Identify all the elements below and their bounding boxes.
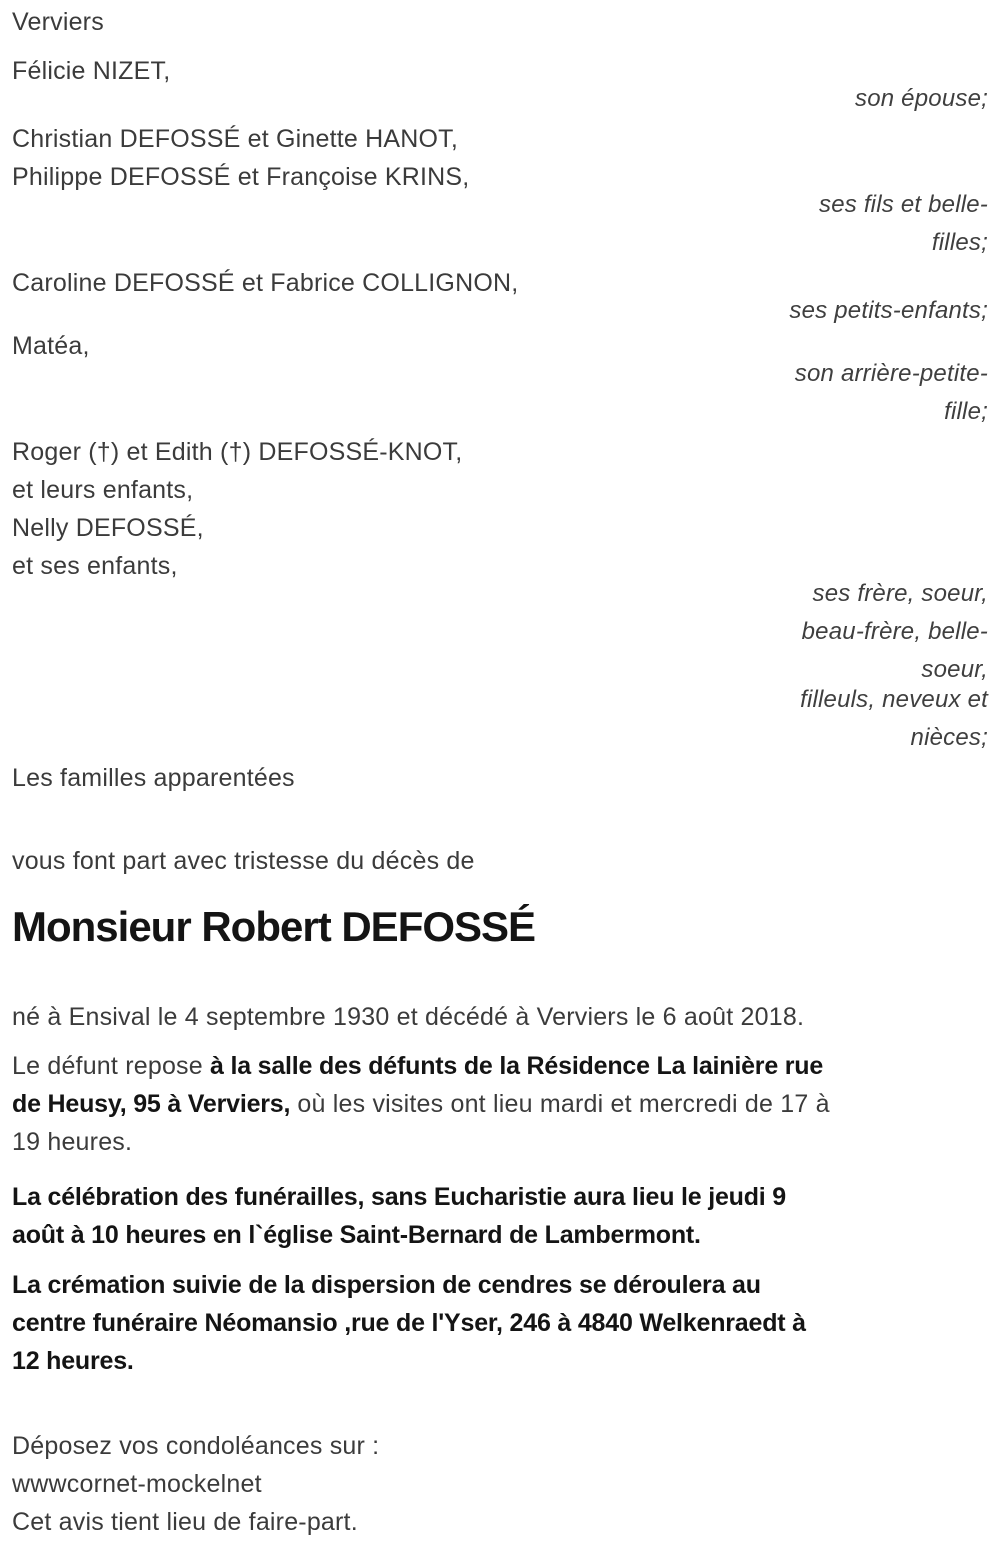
sons-names-block [12,120,988,196]
announcement-intro-line: vous font part avec tristesse du décès de [12,847,475,875]
relation-label-line: ses frère, soeur, [812,580,988,607]
relation-label-line: ses fils et belle- [819,191,988,218]
repose-info-paragraph [12,1047,988,1161]
funeral-ceremony-paragraph [12,1178,988,1254]
mourner-name-line: Nelly DEFOSSÉ, [12,514,204,542]
cremation-line-2: centre funéraire Néomansio ,rue de l'Yser, 246 à 4840 Welkenraedt à [12,1309,806,1337]
siblings-relation-label [12,575,988,689]
mourner-name-line: Roger (†) et Edith (†) DEFOSSÉ-KNOT, [12,438,463,466]
mourner-name-line: Christian DEFOSSÉ et Ginette HANOT, [12,125,459,153]
repose-line-1 [12,1047,988,1085]
repose-visits-text: où les visites ont lieu mardi et mercredi de 17 à [290,1090,830,1118]
related-families-line: Les familles apparentées [12,764,295,792]
repose-line-3: 19 heures. [12,1128,133,1156]
sons-relation-label [12,186,988,262]
relation-label-line: ses petits-enfants; [789,297,988,324]
relation-label-line: filles; [931,229,988,256]
repose-line-2 [12,1085,988,1123]
siblings-names-block [12,433,988,585]
condolences-website: wwwcornet-mockelnet [12,1470,262,1498]
mourner-name-line: Félicie NIZET, [12,57,171,85]
mourner-name-line: Philippe DEFOSSÉ et Françoise KRINS, [12,163,470,191]
relation-label-line: soeur, [921,656,988,683]
cremation-line-1: La crémation suivie de la dispersion de cendres se déroulera au [12,1271,761,1299]
relation-label-line: beau-frère, belle- [801,618,988,645]
mourner-name-line: et ses enfants, [12,552,178,580]
godchildren-relation-label [12,681,988,757]
cremation-paragraph [12,1266,988,1380]
footer-block [12,1427,988,1541]
cremation-line-3: 12 heures. [12,1347,134,1375]
relation-label-line: nièces; [910,724,988,751]
ceremony-line-1: La célébration des funérailles, sans Eucharistie aura lieu le jeudi 9 [12,1183,787,1211]
repose-lead-text: Le défunt repose [12,1052,210,1080]
relation-label-line: fille; [944,398,988,425]
relation-label-line: filleuls, neveux et [800,686,988,713]
related-families-block [12,759,988,797]
great-grandchild-relation-label [12,355,988,431]
repose-address-bold: de Heusy, 95 à Verviers, [12,1090,291,1118]
condolences-label: Déposez vos condoléances sur : [12,1432,380,1460]
legal-notice-line: Cet avis tient lieu de faire-part. [12,1508,358,1536]
city-line: Verviers [12,8,104,36]
ceremony-line-2: août à 10 heures en l`église Saint-Bernard de Lambermont. [12,1221,701,1249]
relation-label-line: son épouse; [855,85,988,112]
mourner-name-line: Matéa, [12,332,90,360]
mourner-name-line: Caroline DEFOSSÉ et Fabrice COLLIGNON, [12,269,519,297]
mourner-name-line: et leurs enfants, [12,476,194,504]
repose-location-bold: à la salle des défunts de la Résidence La lainière rue [210,1052,824,1080]
deceased-name-heading: Monsieur Robert DEFOSSÉ [12,903,536,950]
relation-label-line: son arrière-petite- [794,360,988,387]
birth-death-line: né à Ensival le 4 septembre 1930 et décédé à Verviers le 6 août 2018. [12,1003,805,1031]
